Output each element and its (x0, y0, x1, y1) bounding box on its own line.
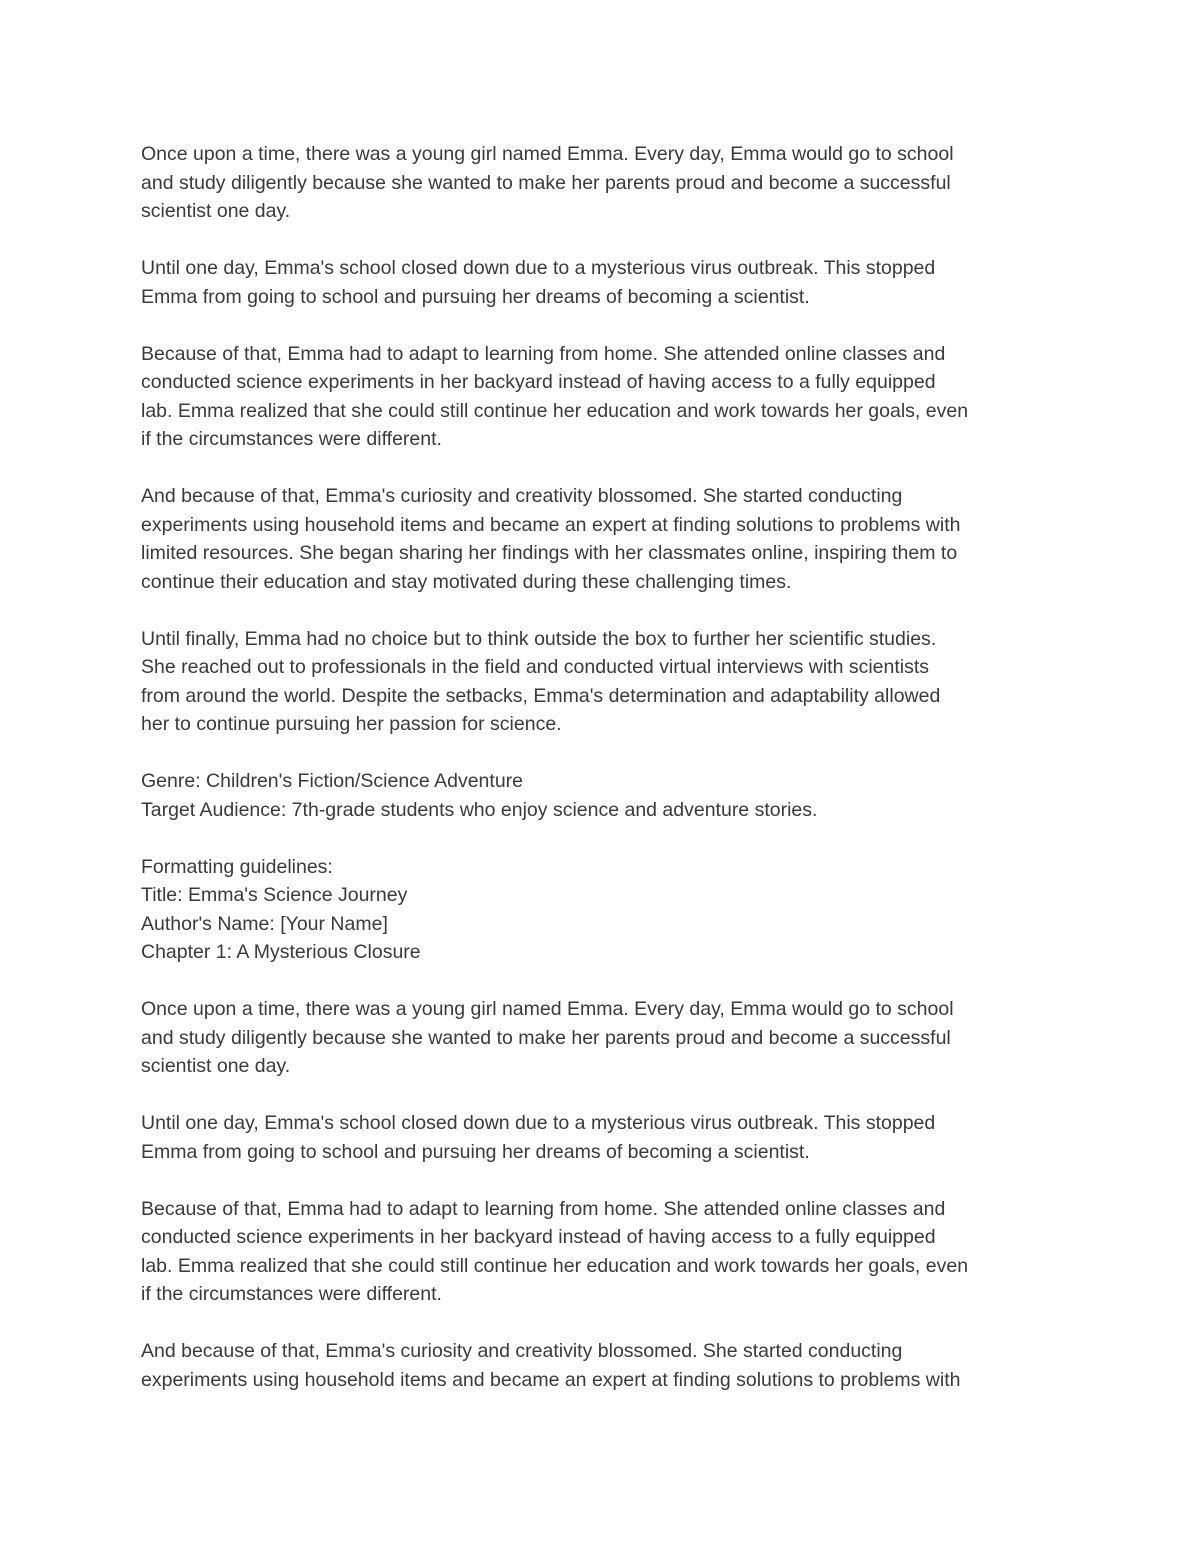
document-body (141, 140, 1071, 1423)
text-line: Until finally, Emma had no choice but to think outside the box to further her scientific studies. (141, 627, 937, 650)
text-line: lab. Emma realized that she could still continue her education and work towards her goals, even (141, 399, 969, 422)
paragraph (141, 1337, 1071, 1394)
text-line: Formatting guidelines: (141, 855, 333, 878)
paragraph (141, 853, 1071, 967)
text-line: Genre: Children's Fiction/Science Adventure (141, 770, 524, 792)
paragraph (141, 767, 1071, 824)
text-line: continue their education and stay motivated during these challenging times. (141, 570, 792, 593)
text-line: and study diligently because she wanted to make her parents proud and become a successful (141, 1026, 951, 1049)
text-line: and study diligently because she wanted to make her parents proud and become a successful (141, 171, 951, 194)
text-line: experiments using household items and became an expert at finding solutions to problems with (141, 1368, 961, 1391)
text-line: Author's Name: [Your Name] (141, 912, 388, 935)
text-line: limited resources. She began sharing her findings with her classmates online, inspiring them to (141, 542, 958, 564)
text-line: Until one day, Emma's school closed down due to a mysterious virus outbreak. This stopped (141, 1112, 936, 1134)
text-line: scientist one day. (141, 1055, 291, 1077)
text-line: conducted science experiments in her backyard instead of having access to a fully equipped (141, 371, 936, 393)
text-line: conducted science experiments in her backyard instead of having access to a fully equipped (141, 1226, 936, 1248)
paragraph (141, 1109, 1071, 1166)
text-line: Because of that, Emma had to adapt to learning from home. She attended online classes and (141, 342, 946, 365)
text-line: her to continue pursuing her passion for science. (141, 713, 562, 735)
paragraph (141, 140, 1071, 226)
text-line: Until one day, Emma's school closed down due to a mysterious virus outbreak. This stopped (141, 257, 936, 279)
text-line: Once upon a time, there was a young girl named Emma. Every day, Emma would go to school (141, 998, 954, 1020)
text-line: Title: Emma's Science Journey (141, 884, 408, 906)
text-line: Target Audience: 7th-grade students who enjoy science and adventure stories. (141, 798, 818, 821)
text-line: lab. Emma realized that she could still continue her education and work towards her goals, even (141, 1254, 969, 1277)
paragraph (141, 254, 1071, 311)
paragraph (141, 1195, 1071, 1309)
text-line: And because of that, Emma's curiosity and creativity blossomed. She started conducting (141, 1340, 903, 1362)
paragraph (141, 340, 1071, 454)
text-line: Because of that, Emma had to adapt to learning from home. She attended online classes and (141, 1197, 946, 1220)
text-line: scientist one day. (141, 200, 291, 222)
text-line: from around the world. Despite the setbacks, Emma's determination and adaptability allowed (141, 684, 941, 707)
text-line: Chapter 1: A Mysterious Closure (141, 941, 421, 963)
paragraph (141, 482, 1071, 596)
text-line: Once upon a time, there was a young girl named Emma. Every day, Emma would go to school (141, 143, 954, 165)
text-line: Emma from going to school and pursuing her dreams of becoming a scientist. (141, 285, 810, 308)
paragraph (141, 625, 1071, 739)
text-line: if the circumstances were different. (141, 428, 442, 450)
text-line: Emma from going to school and pursuing her dreams of becoming a scientist. (141, 1140, 810, 1163)
text-line: And because of that, Emma's curiosity and creativity blossomed. She started conducting (141, 485, 903, 507)
text-line: She reached out to professionals in the field and conducted virtual interviews with scientists (141, 656, 930, 678)
paragraph (141, 995, 1071, 1081)
text-line: if the circumstances were different. (141, 1283, 442, 1305)
text-line: experiments using household items and became an expert at finding solutions to problems with (141, 513, 961, 536)
